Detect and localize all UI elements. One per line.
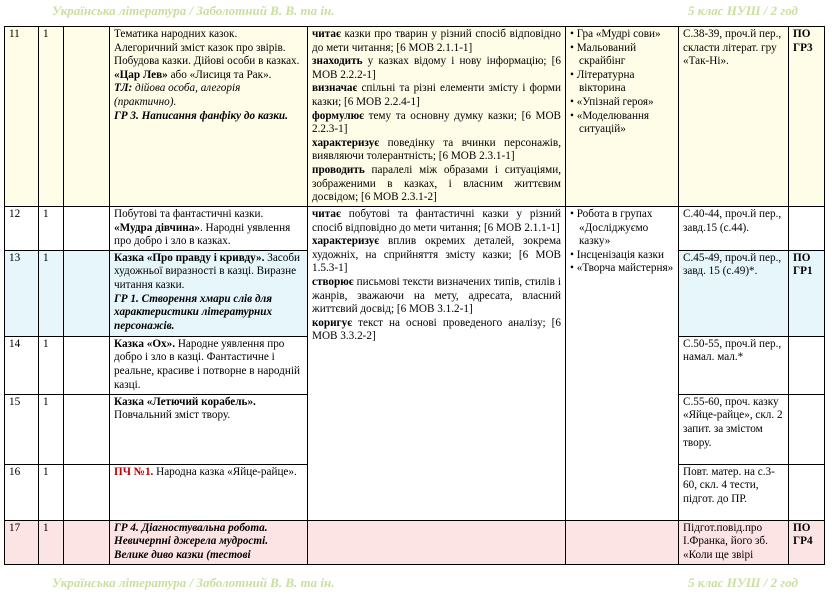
- group-label: [789, 207, 825, 251]
- group-label: [789, 394, 825, 464]
- activities-list: [566, 520, 679, 564]
- homework: С.38-39, проч.й пер., скласти літерат. гру «Так-Ні».: [679, 27, 789, 207]
- list-item: • «Упізнай героя»: [570, 96, 674, 110]
- lesson-hours: 1: [39, 394, 64, 464]
- group-label: ПО ГР1: [789, 250, 825, 336]
- date-cell: [64, 520, 110, 564]
- lesson-hours: 1: [39, 336, 64, 394]
- lesson-number: 15: [5, 394, 39, 464]
- lesson-topic: Казка «Про правду і кривду». Засоби художньої виразності в казці. Виразне читання казки. ГР 1. Створення хмари слів для характеристики літературних персонажів.: [110, 250, 308, 336]
- group-work-title: ГР 4. Діагностувальна робота. Невичерпні джерела мудрості. Велике диво казки (тестові: [114, 521, 268, 561]
- lesson-topic: [110, 520, 308, 564]
- lesson-number: 12: [5, 207, 39, 251]
- lesson-plan-table: [4, 26, 825, 565]
- lesson-hours: 1: [39, 464, 64, 520]
- lesson-number: 16: [5, 464, 39, 520]
- date-cell: [64, 250, 110, 336]
- page-footer: [0, 572, 832, 594]
- date-cell: [64, 336, 110, 394]
- lesson-number: 13: [5, 250, 39, 336]
- list-item: • Літературна вікторина: [570, 69, 674, 96]
- date-cell: [64, 207, 110, 251]
- date-cell: [64, 394, 110, 464]
- homework: Підгот.повід.про І.Франка, його зб. «Коли ще звірі: [679, 520, 789, 564]
- list-item: • «Творча майстерня»: [570, 262, 674, 276]
- activities-list: [566, 27, 679, 207]
- lesson-number: 17: [5, 520, 39, 564]
- list-item: • Інсценізація казки: [570, 249, 674, 263]
- group-work-title: ГР 3. Написання фанфіку до казки.: [114, 109, 288, 122]
- date-cell: [64, 27, 110, 207]
- table-row: [5, 27, 825, 207]
- lesson-topic: Тематика народних казок. Алегоричний зміст казок про звірів. Побудова казки. Дійові особи в казках. «Цар Лев» або «Лисиця та Рак». ТЛ: дійова особа, алегорія (практично). ГР 3. Написання фанфіку до казки.: [110, 27, 308, 207]
- lesson-number: 11: [5, 27, 39, 207]
- lesson-number: 14: [5, 336, 39, 394]
- lesson-topic: Казка «Ох». Народне уявлення про добро і зло в казці. Фантастичне і реальне, красиве і потворне в народній казці.: [110, 336, 308, 394]
- list-item: • Гра «Мудрі сови»: [570, 28, 674, 42]
- header-left: Українська література / Заболотний В. В. та ін.: [52, 3, 335, 18]
- learning-outcomes: читає казки про тварин у різний спосіб відповідно до мети читання; [6 МОВ 2.1.1-1] знаходить у казках відому і нову інформацію; [6 МОВ 2.2.2-1] визначає спільні та різні елементи змісту і форми казки; [6 МОВ 2.2.4-1] формулює тему та основну думку казки; [6 МОВ 2.2.3-1] характеризує поведінку та вчинки персонажів, виявляючи толерантність; [6 МОВ 2.3.1-1] проводить паралелі між образами і ситуаціями, зображеними в казках, і власним життєвим досвідом; [6 МОВ 2.3.1-2]: [308, 27, 566, 207]
- footer-right: 5 клас НУШ / 2 год: [687, 575, 798, 590]
- page-header: [0, 0, 832, 22]
- group-label: [789, 464, 825, 520]
- lesson-hours: 1: [39, 207, 64, 251]
- homework: С.40-44, проч.й пер., завд.15 (с.44).: [679, 207, 789, 251]
- homework: С.45-49, проч.й пер., завд. 15 (с.49)*.: [679, 250, 789, 336]
- lesson-topic: Побутові та фантастичні казки. «Мудра дівчина». Народні уявлення про добро і зло в казках.: [110, 207, 308, 251]
- header-right: 5 клас НУШ / 2 год: [687, 3, 798, 18]
- group-label: ПО ГР3: [789, 27, 825, 207]
- date-cell: [64, 464, 110, 520]
- extracurricular-reading-label: ПЧ №1.: [114, 465, 154, 478]
- lesson-hours: 1: [39, 250, 64, 336]
- homework: С.50-55, проч.й пер., намал. мал.*: [679, 336, 789, 394]
- table-row: [5, 207, 825, 251]
- group-label: [789, 336, 825, 394]
- learning-outcomes: [308, 520, 566, 564]
- activities-list: [566, 207, 679, 521]
- lesson-topic: ПЧ №1. Народна казка «Яйце-райце».: [110, 464, 308, 520]
- lesson-hours: 1: [39, 27, 64, 207]
- lesson-topic: Казка «Летючий корабель». Повчальний зміст твору.: [110, 394, 308, 464]
- list-item: • Робота в групах «Досліджуємо казку»: [570, 208, 674, 249]
- list-item: • «Моделювання ситуацій»: [570, 110, 674, 137]
- lesson-hours: 1: [39, 520, 64, 564]
- table-row: [5, 520, 825, 564]
- homework: С.55-60, проч. казку «Яйце-райце», скл. 2 запит. за змістом твору.: [679, 394, 789, 464]
- footer-left: Українська література / Заболотний В. В. та ін.: [52, 575, 335, 590]
- group-work-title: ГР 1. Створення хмари слів для характеристики літературних персонажів.: [114, 292, 273, 332]
- group-label: ПО ГР4: [789, 520, 825, 564]
- learning-outcomes: читає побутові та фантастичні казки у різний спосіб відповідно до мети читання; [6 МОВ 2.1.1-1] характеризує вплив окремих деталей, зокрема художніх, на сприйняття змісту казки; [6 МОВ 1.5.3-1] створює письмові тексти визначених типів, стилів і жанрів, зважаючи на мету, адресата, власний життєвий досвід; [6 МОВ 3.1.2-1] коригує текст на основі проведеного аналізу; [6 МОВ 3.3.2-2]: [308, 207, 566, 521]
- homework: Повт. матер. на с.3-60, скл. 4 тести, підгот. до ПР.: [679, 464, 789, 520]
- list-item: • Мальований скрайбінг: [570, 42, 674, 69]
